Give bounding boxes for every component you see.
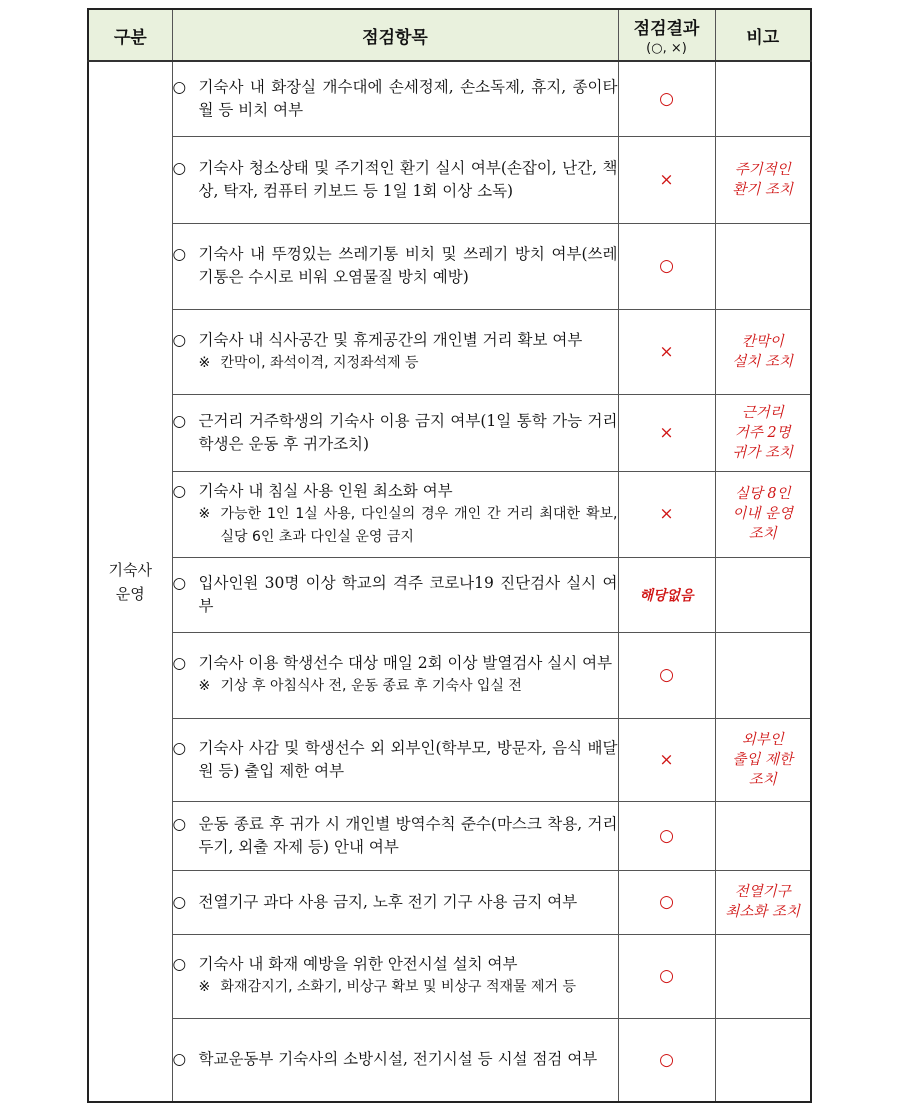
check-item-line [173, 243, 618, 289]
check-item-text: 기숙사 내 식사공간 및 휴게공간의 개인별 거리 확보 여부 [198, 330, 583, 349]
remark-cell [715, 934, 811, 1018]
check-item-cell [172, 309, 618, 394]
result-cell: ○ [618, 1018, 715, 1102]
result-cell: 해당없음 [618, 557, 715, 632]
bullet-icon: ○ [172, 411, 187, 430]
check-item-line [173, 953, 618, 976]
result-cell: ○ [618, 801, 715, 870]
header-item: 점검항목 [172, 9, 618, 61]
bullet-icon: ○ [172, 814, 187, 833]
reference-mark-icon: ※ [198, 354, 211, 371]
table-row [88, 136, 811, 223]
check-item-cell [172, 557, 618, 632]
header-category: 구분 [88, 9, 172, 61]
check-item-cell [172, 394, 618, 471]
subnote-text: 칸막이, 좌석이격, 지정좌석제 등 [220, 354, 419, 371]
inspection-checklist-table [87, 8, 812, 1103]
checklist-body [88, 61, 811, 1102]
check-item-line [173, 652, 618, 675]
remark-cell: 실당 8인 이내 운영 조치 [715, 471, 811, 557]
check-item-text: 기숙사 이용 학생선수 대상 매일 2회 이상 발열검사 실시 여부 [198, 654, 613, 672]
table-row [88, 934, 811, 1018]
remark-cell: 전열기구 최소화 조치 [715, 870, 811, 934]
check-item-line [173, 410, 618, 456]
bullet-icon: ○ [172, 158, 187, 177]
check-item-cell [172, 934, 618, 1018]
check-item-cell [172, 61, 618, 136]
check-item-subnote [173, 352, 618, 375]
header-result-label: 점검결과 [633, 19, 700, 39]
table-row [88, 557, 811, 632]
table-row [88, 718, 811, 801]
table-row [88, 61, 811, 136]
header-result [618, 9, 715, 61]
check-item-text: 기숙사 내 화재 예방을 위한 안전시설 설치 여부 [198, 955, 518, 973]
check-item-cell [172, 632, 618, 718]
check-item-text: 기숙사 청소상태 및 주기적인 환기 실시 여부(손잡이, 난간, 책상, 탁자, 컴퓨터 키보드 등 1일 1회 이상 소독) [198, 158, 618, 200]
category-cell: 기숙사 운영 [88, 61, 172, 1102]
check-item-cell [172, 1018, 618, 1102]
table-row [88, 632, 811, 718]
result-cell: ○ [618, 870, 715, 934]
check-item-cell [172, 718, 618, 801]
check-item-line [173, 737, 618, 783]
subnote-text: 화재감지기, 소화기, 비상구 확보 및 비상구 적재물 제거 등 [220, 979, 577, 995]
reference-mark-icon: ※ [198, 678, 211, 694]
table-row [88, 1018, 811, 1102]
header-note: 비고 [715, 9, 811, 61]
check-item-line [173, 891, 618, 914]
table-row [88, 394, 811, 471]
bullet-icon: ○ [172, 481, 187, 500]
bullet-icon: ○ [172, 955, 187, 973]
bullet-icon: ○ [172, 245, 187, 263]
check-item-line [173, 329, 618, 352]
remark-cell: 근거리 거주 2명 귀가 조치 [715, 394, 811, 471]
check-item-line [173, 1048, 618, 1071]
remark-cell [715, 223, 811, 309]
check-item-text: 기숙사 내 침실 사용 인원 최소화 여부 [198, 481, 453, 500]
check-item-text: 운동 종료 후 귀가 시 개인별 방역수칙 준수(마스크 착용, 거리 두기, 외출 자제 등) 안내 여부 [198, 814, 618, 856]
table-row [88, 223, 811, 309]
check-item-text: 학교운동부 기숙사의 소방시설, 전기시설 등 시설 점검 여부 [198, 1050, 598, 1069]
bullet-icon: ○ [172, 77, 187, 96]
check-item-line [173, 572, 618, 618]
remark-cell [715, 801, 811, 870]
remark-cell [715, 632, 811, 718]
bullet-icon: ○ [172, 654, 187, 672]
subnote-text: 기상 후 아침식사 전, 운동 종료 후 기숙사 입실 전 [220, 678, 522, 694]
result-cell: × [618, 394, 715, 471]
check-item-line [173, 76, 618, 122]
check-item-cell [172, 223, 618, 309]
header-row [88, 9, 811, 61]
check-item-cell [172, 471, 618, 557]
result-cell: ○ [618, 223, 715, 309]
result-cell: ○ [618, 632, 715, 718]
remark-cell [715, 61, 811, 136]
remark-cell [715, 557, 811, 632]
check-item-line [173, 480, 618, 503]
check-item-text: 근거리 거주학생의 기숙사 이용 금지 여부(1일 통학 가능 거리 학생은 운동 후 귀가조치) [198, 411, 618, 453]
check-item-line [173, 157, 618, 203]
check-item-text: 기숙사 내 뚜껑있는 쓰레기통 비치 및 쓰레기 방치 여부(쓰레기통은 수시로 비워 오염물질 방치 예방) [198, 245, 618, 286]
remark-cell: 칸막이 설치 조치 [715, 309, 811, 394]
result-cell: × [618, 136, 715, 223]
check-item-cell [172, 136, 618, 223]
check-item-cell [172, 801, 618, 870]
remark-cell: 외부인 출입 제한 조치 [715, 718, 811, 801]
check-item-text: 기숙사 사감 및 학생선수 외 외부인(학부모, 방문자, 음식 배달원 등) 출입 제한 여부 [198, 738, 618, 780]
check-item-subnote [173, 976, 618, 999]
result-cell: ○ [618, 934, 715, 1018]
check-item-text: 기숙사 내 화장실 개수대에 손세정제, 손소독제, 휴지, 종이타월 등 비치 여부 [198, 77, 618, 119]
bullet-icon: ○ [172, 738, 187, 757]
table-row [88, 870, 811, 934]
result-cell: × [618, 718, 715, 801]
subnote-text: 가능한 1인 1실 사용, 다인실의 경우 개인 간 거리 최대한 확보, 실당 6인 초과 다인실 운영 금지 [220, 505, 618, 545]
check-item-text: 입사인원 30명 이상 학교의 격주 코로나19 진단검사 실시 여부 [198, 573, 618, 615]
check-item-subnote [173, 675, 618, 698]
result-cell: ○ [618, 61, 715, 136]
result-cell: × [618, 309, 715, 394]
check-item-subnote [173, 503, 618, 549]
check-item-line [173, 813, 618, 859]
header-result-legend: (○, ×) [646, 41, 687, 56]
table-row [88, 471, 811, 557]
check-item-text: 전열기구 과다 사용 금지, 노후 전기 기구 사용 금지 여부 [198, 892, 578, 911]
check-item-cell [172, 870, 618, 934]
bullet-icon: ○ [172, 892, 187, 911]
table-row [88, 309, 811, 394]
result-cell: × [618, 471, 715, 557]
reference-mark-icon: ※ [198, 505, 211, 522]
bullet-icon: ○ [172, 330, 187, 349]
remark-cell: 주기적인 환기 조치 [715, 136, 811, 223]
reference-mark-icon: ※ [198, 979, 211, 995]
bullet-icon: ○ [172, 1050, 187, 1069]
remark-cell [715, 1018, 811, 1102]
bullet-icon: ○ [172, 573, 187, 592]
table-row [88, 801, 811, 870]
